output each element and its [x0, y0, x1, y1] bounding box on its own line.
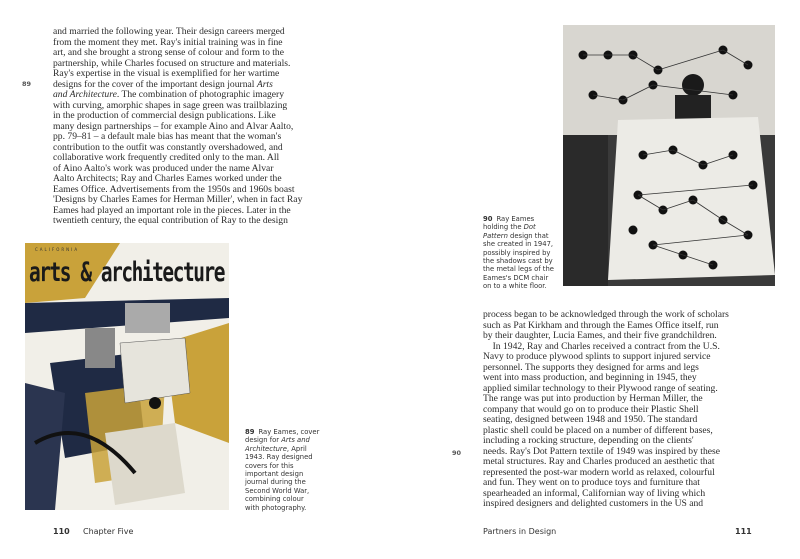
text-line: Ray's expertise in the visual is exemplified for her wartime: [53, 68, 280, 79]
text-line: represented the post-war modern world as relaxed, colourful: [483, 466, 715, 478]
text-line: The range was put into production by Herman Miller, the: [483, 393, 703, 404]
text-line: pp. 79–81 – a default male bias has meant that the woman's: [53, 131, 282, 142]
caption-line: 1943. Ray designed: [245, 453, 313, 462]
ray-eames-dot-pattern-photo: [563, 25, 775, 286]
text-line: and fun. They went on to produce toys and furniture that: [483, 477, 700, 488]
caption-line: holding the Dot: [483, 223, 536, 232]
text-line: designs for the cover of the important design journal Arts: [53, 78, 273, 90]
text-line: process began to be acknowledged through the work of scholars: [483, 309, 729, 320]
text-line: Aalto Architects; Ray and Charles Eames worked under the: [53, 173, 282, 184]
arts-architecture-cover-image: [25, 243, 229, 510]
text-line: and married the following year. Their design careers merged: [53, 26, 285, 37]
cover-title: arts & architecture: [29, 257, 225, 288]
caption-line: with photography.: [245, 503, 307, 512]
caption-line: she created in 1947,: [483, 240, 554, 249]
caption-line: the metal legs of the: [483, 265, 554, 274]
text-line: In 1942, Ray and Charles received a contract from the U.S.: [483, 340, 720, 352]
text-line: applied similar technology to their Plywood range of seating.: [483, 382, 718, 394]
caption-line: important design: [245, 470, 304, 479]
text-line: in the production of commercial design publications. Like: [53, 110, 276, 121]
text-line: 'Designs by Charles Eames for Herman Miller', when in fact Ray: [53, 194, 303, 205]
caption-line: on to a white floor.: [483, 282, 547, 291]
text-line: company that would go on to produce their Plastic Shell: [483, 403, 699, 415]
text-line: including a rocking structure, depending on the clients': [483, 435, 694, 446]
text-line: plastic shell could be placed on a number of different bases,: [483, 424, 713, 436]
caption-line: design for Arts and: [245, 436, 310, 445]
text-line: of Aino Aalto's work was produced under the name Alvar: [53, 162, 274, 174]
text-line: collaborative work frequently credited only to the man. All: [53, 152, 280, 163]
cover-masthead: CALIFORNIA: [35, 247, 80, 252]
pattern-dot: [629, 226, 638, 235]
margin-note-90: 90: [452, 449, 462, 457]
text-line: partnership, while Charles focused on structure and materials.: [53, 57, 291, 69]
text-line: personnel. The supports they designed for arms and legs: [483, 361, 699, 373]
caption-line: Pattern design that: [483, 231, 549, 240]
text-line: inspired designers and delighted customers in the US and: [483, 498, 704, 509]
caption-line: possibly inspired by: [483, 248, 551, 257]
text-line: went into mass production, and beginning in 1945, they: [483, 372, 697, 383]
running-head-section: Partners in Design: [483, 527, 557, 536]
text-line: Navy to produce plywood splints to support injured service: [483, 351, 711, 362]
figure-90-caption: [483, 215, 554, 291]
text-line: metal structures. Ray and Charles produced an aesthetic that: [483, 456, 715, 467]
text-line: many design partnerships – for example Aino and Alvar Aalto,: [53, 120, 294, 132]
caption-line: the shadows cast by: [483, 257, 553, 266]
caption-line: Architecture, April: [245, 444, 307, 453]
caption-line: Second World War,: [245, 486, 310, 495]
text-line: Eames had played an important role in the pieces. Later in the: [53, 204, 291, 216]
margin-note-89: 89: [22, 80, 32, 88]
text-line: twentieth century, the equal contribution of Ray to the design: [53, 215, 288, 226]
text-line: Eames Office. Advertisements from the 1950s and 1960s boast: [53, 183, 295, 195]
running-head-chapter: Chapter Five: [83, 527, 134, 536]
caption-line: 90 Ray Eames: [483, 215, 535, 223]
right-body-text: [483, 310, 729, 510]
page-number-110: 110: [53, 527, 70, 536]
text-line: needs. Ray's Dot Pattern textile of 1949 was inspired by these: [483, 445, 720, 457]
figure-89-caption: [245, 428, 319, 512]
text-line: spearheaded an informal, Californian way of living which: [483, 487, 706, 499]
left-body-text: [53, 27, 302, 227]
page-number-111: 111: [735, 527, 752, 536]
caption-line: 89 Ray Eames, cover: [245, 428, 320, 436]
text-line: such as Pat Kirkham and through the Eames Office itself, run: [483, 319, 719, 331]
caption-line: Eames's DCM chair: [483, 273, 549, 282]
text-line: by their daughter, Lucia Eames, and their five grandchildren.: [483, 330, 717, 341]
text-line: seating, designed between 1948 and 1950. The standard: [483, 414, 698, 425]
text-line: from the moment they met. Ray's initial training was in fine: [53, 36, 283, 48]
text-line: contribution to the outfit was constantly overshadowed, and: [53, 141, 283, 153]
text-line: and Architecture. The combination of photographic imagery: [53, 89, 284, 100]
text-line: with curving, amorphic shapes in sage green was trailblazing: [53, 99, 288, 111]
caption-line: journal during the: [245, 478, 306, 487]
text-line: art, and she brought a strong sense of colour and form to the: [53, 47, 284, 58]
photo-artwork: [563, 25, 775, 286]
caption-line: combining colour: [245, 495, 304, 504]
caption-line: covers for this: [245, 461, 294, 470]
